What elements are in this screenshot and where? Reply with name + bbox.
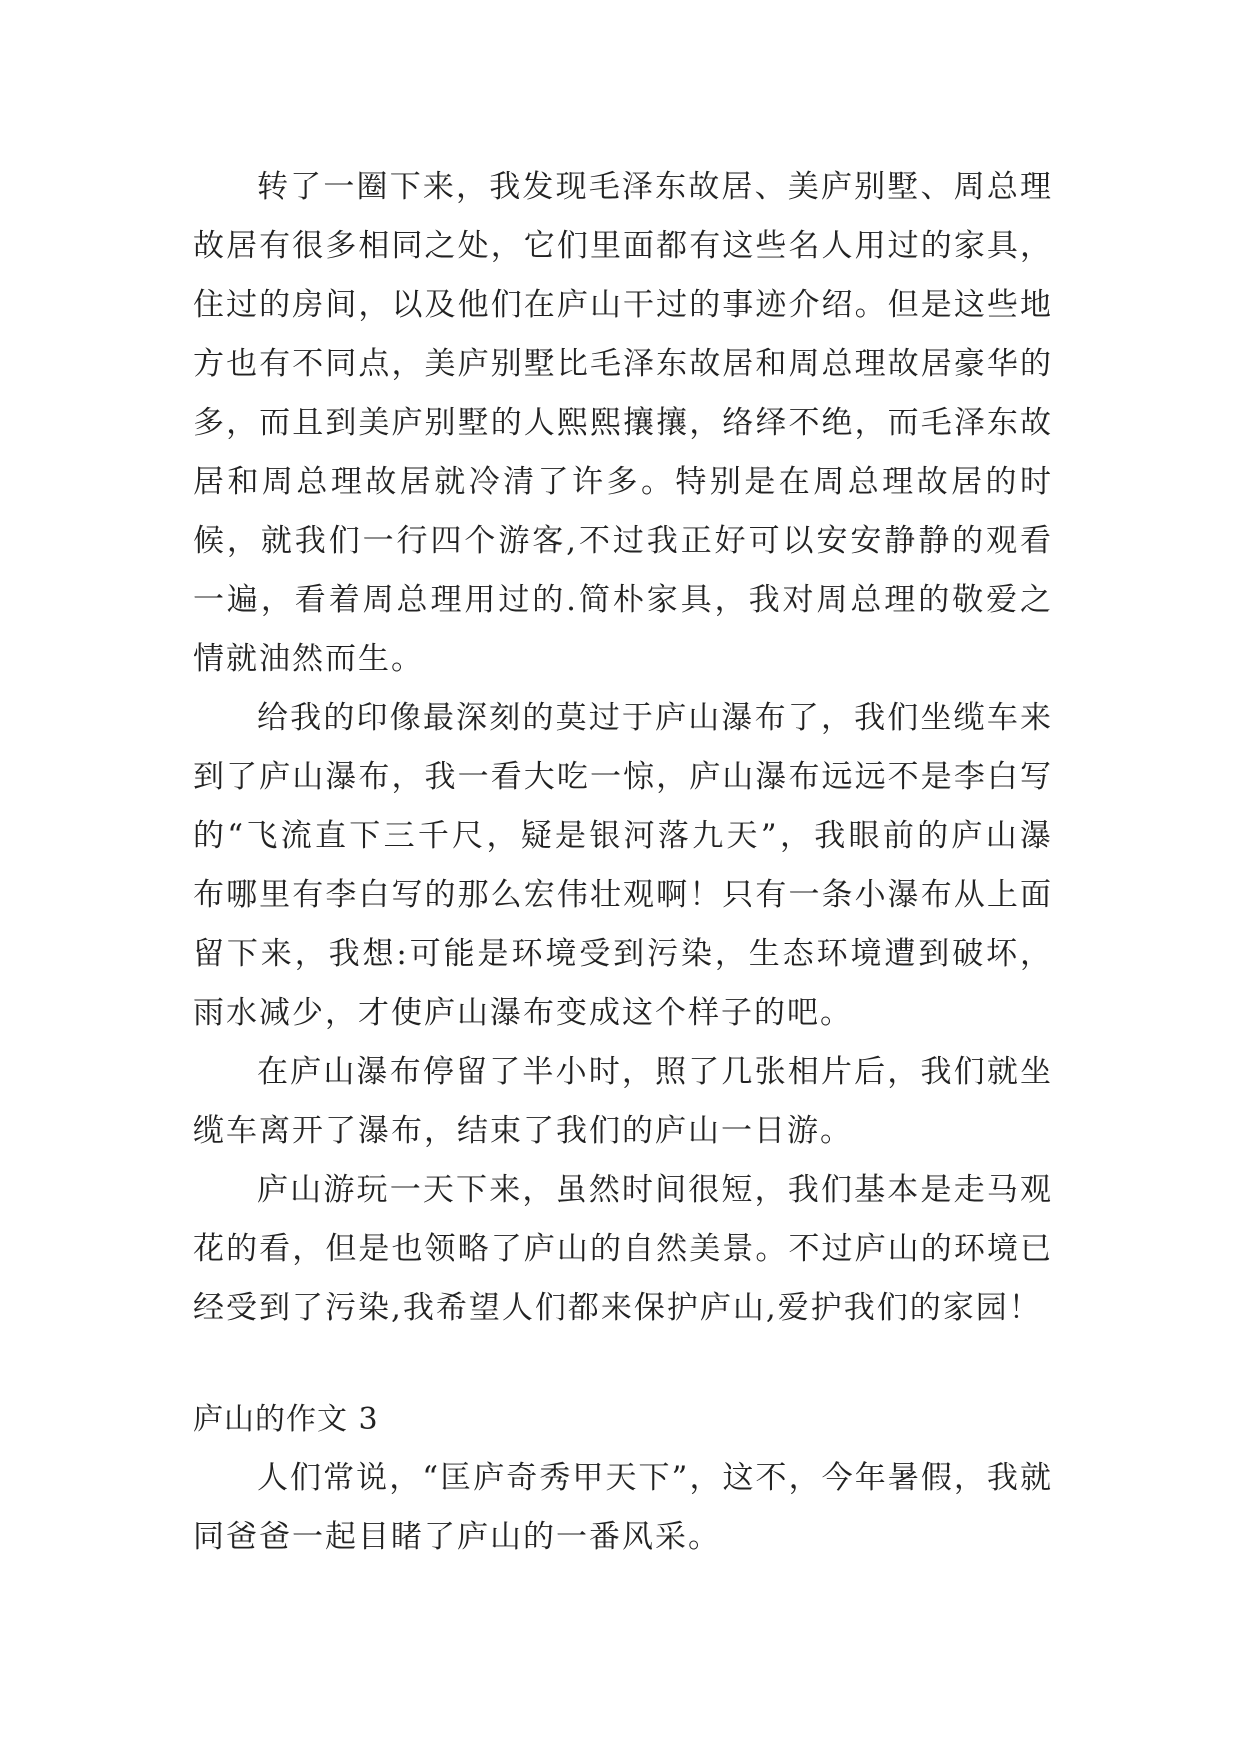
paragraph-waterfall: 给我的印像最深刻的莫过于庐山瀑布了，我们坐缆车来到了庐山瀑布，我一看大吃一惊，庐山瀑布远远不是李白写的“飞流直下三千尺，疑是银河落九天”，我眼前的庐山瀑布哪里有李白写的那么宏伟壮观啊！只有一条小瀑布从上面留下来，我想:可能是环境受到污染，生态环境遭到破坏，雨水减少，才使庐山瀑布变成这个样子的吧。	[193, 700, 1053, 1031]
paragraph-conclusion: 庐山游玩一天下来，虽然时间很短，我们基本是走马观花的看，但是也领略了庐山的自然美景。不过庐山的环境已经受到了污染,我希望人们都来保护庐山,爱护我们的家园！	[193, 1172, 1053, 1326]
document-body	[193, 158, 1053, 1567]
paragraph-former-residences: 转了一圈下来，我发现毛泽东故居、美庐别墅、周总理故居有很多相同之处，它们里面都有这些名人用过的家具，住过的房间，以及他们在庐山干过的事迹介绍。但是这些地方也有不同点，美庐别墅比毛泽东故居和周总理故居豪华的多，而且到美庐别墅的人熙熙攘攘，络绎不绝，而毛泽东故居和周总理故居就冷清了许多。特别是在周总理故居的时候，就我们一行四个游客,不过我正好可以安安静静的观看一遍，看着周总理用过的.简朴家具，我对周总理的敬爱之情就油然而生。	[193, 169, 1053, 677]
paragraph-essay3-intro: 人们常说，“匡庐奇秀甲天下”，这不，今年暑假，我就同爸爸一起目睹了庐山的一番风采。	[193, 1460, 1053, 1555]
paragraph-cable-car: 在庐山瀑布停留了半小时，照了几张相片后，我们就坐缆车离开了瀑布，结束了我们的庐山一日游。	[193, 1054, 1053, 1149]
section-heading: 庐山的作文 3	[193, 1402, 379, 1437]
